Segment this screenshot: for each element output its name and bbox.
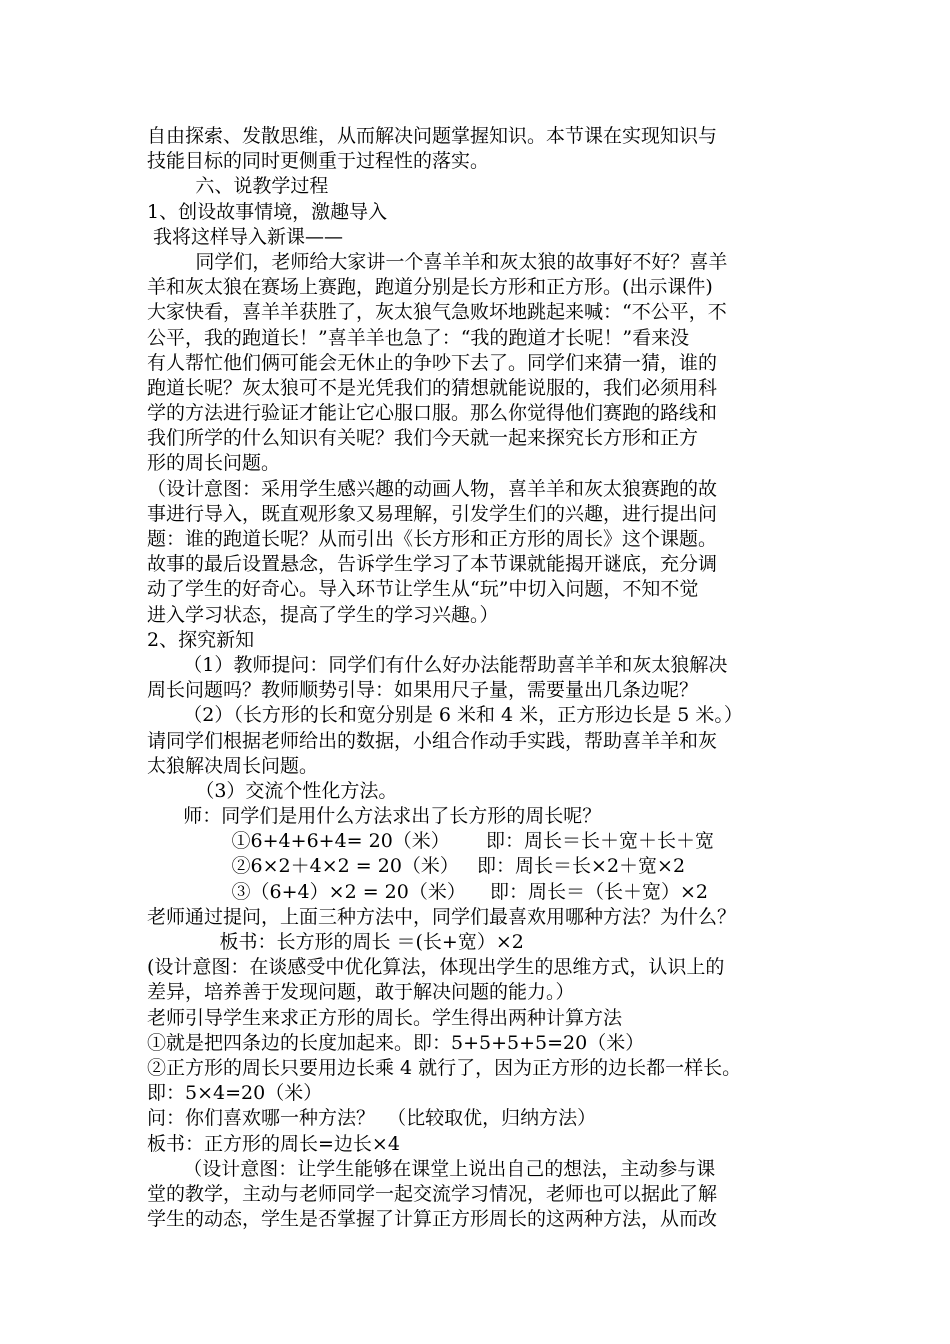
text-line: （设计意图：采用学生感兴趣的动画人物，喜羊羊和灰太狼赛跑的故 bbox=[147, 477, 718, 500]
text-line: 问：你们喜欢哪一种方法？ （比较取优，归纳方法） bbox=[147, 1107, 597, 1130]
text-line: 六、说教学过程 bbox=[147, 175, 329, 198]
text-line: 老师通过提问，上面三种方法中，同学们最喜欢用哪种方法？为什么？ bbox=[147, 905, 737, 928]
text-line: 技能目标的同时更侧重于过程性的落实。 bbox=[147, 150, 490, 173]
text-line: 2、探究新知 bbox=[147, 628, 255, 651]
text-line: 公平，我的跑道长！”喜羊羊也急了：“我的跑道才长呢！”看来没 bbox=[147, 326, 690, 349]
text-line: （2）（长方形的长和宽分别是 6 米和 4 米，正方形边长是 5 米。） bbox=[147, 704, 743, 727]
text-line: 同学们，老师给大家讲一个喜羊羊和灰太狼的故事好不好？喜羊 bbox=[147, 250, 728, 273]
text-line: 1、创设故事情境，激趣导入 bbox=[147, 200, 388, 223]
text-line: 大家快看，喜羊羊获胜了，灰太狼气急败坏地跳起来喊：“不公平，不 bbox=[147, 301, 727, 324]
text-line: 题：谁的跑道长呢？从而引出《长方形和正方形的周长》这个课题。 bbox=[147, 528, 718, 550]
text-line: 有人帮忙他们俩可能会无休止的争吵下去了。同学们来猜一猜，谁的 bbox=[147, 351, 718, 374]
text-line: （设计意图：让学生能够在课堂上说出自己的想法，主动参与课 bbox=[147, 1157, 716, 1180]
text-line: 我们所学的什么知识有关呢？我们今天就一起来探究长方形和正方 bbox=[147, 427, 699, 450]
text-line: 即：5×4=20（米） bbox=[147, 1082, 323, 1105]
document-body bbox=[147, 124, 817, 1232]
text-line: 羊和灰太狼在赛场上赛跑，跑道分别是长方形和正方形。(出示课件) bbox=[147, 276, 713, 299]
text-line: 进入学习状态，提高了学生的学习兴趣。） bbox=[147, 603, 499, 626]
text-line: 老师引导学生来求正方形的周长。学生得出两种计算方法 bbox=[147, 1006, 623, 1029]
text-line: 自由探索、发散思维，从而解决问题掌握知识。本节课在实现知识与 bbox=[147, 125, 718, 147]
text-line: 学的方法进行验证才能让它心服口服。那么你觉得他们赛跑的路线和 bbox=[147, 402, 718, 425]
text-line: 跑道长呢？灰太狼可不是光凭我们的猜想就能说服的，我们必须用科 bbox=[147, 376, 718, 399]
text-line: ②正方形的周长只要用边长乘 4 就行了，因为正方形的边长都一样长。 bbox=[147, 1056, 742, 1079]
text-line: 板书：正方形的周长=边长×4 bbox=[147, 1132, 400, 1155]
text-line: 堂的教学，主动与老师同学一起交流学习情况，老师也可以据此了解 bbox=[147, 1182, 718, 1205]
text-line: 形的周长问题。 bbox=[147, 452, 281, 475]
text-line: （1）教师提问：同学们有什么好办法能帮助喜羊羊和灰太狼解决 bbox=[147, 653, 728, 676]
text-line: 动了学生的好奇心。导入环节让学生从“玩”中切入问题，不知不觉 bbox=[147, 578, 699, 601]
text-line: 周长问题吗？教师顺势引导：如果用尺子量，需要量出几条边呢？ bbox=[147, 679, 699, 702]
text-line: 差异，培养善于发现问题，敢于解决问题的能力。） bbox=[147, 981, 575, 1004]
text-line: 事进行导入，既直观形象又易理解，引发学生们的兴趣，进行提出问 bbox=[147, 502, 718, 525]
text-line: 我将这样导入新课—— bbox=[147, 225, 344, 248]
text-line: ①就是把四条边的长度加起来。即：5+5+5+5=20（米） bbox=[147, 1031, 645, 1054]
text-line: 师：同学们是用什么方法求出了长方形的周长呢？ bbox=[147, 805, 602, 828]
text-line: 学生的动态，学生是否掌握了计算正方形周长的这两种方法，从而改 bbox=[147, 1208, 718, 1231]
text-line: ①6+4+6+4= 20（米） 即：周长＝长＋宽＋长＋宽 bbox=[147, 830, 715, 853]
text-line: 故事的最后设置悬念，告诉学生学习了本节课就能揭开谜底，充分调 bbox=[147, 553, 718, 576]
text-line: ③（6+4）×2 = 20（米） 即：周长＝（长＋宽）×2 bbox=[147, 880, 709, 903]
text-line: (设计意图：在谈感受中优化算法，体现出学生的思维方式，认识上的 bbox=[147, 956, 725, 979]
text-line: （3）交流个性化方法。 bbox=[147, 779, 398, 802]
text-line: 请同学们根据老师给出的数据，小组合作动手实践，帮助喜羊羊和灰 bbox=[147, 729, 718, 752]
text-line: ②6×2＋4×2 = 20（米） 即：周长＝长×2＋宽×2 bbox=[147, 855, 686, 878]
text-line: 板书：长方形的周长 ＝(长+宽）×2 bbox=[147, 931, 524, 953]
text-line: 太狼解决周长问题。 bbox=[147, 754, 319, 777]
